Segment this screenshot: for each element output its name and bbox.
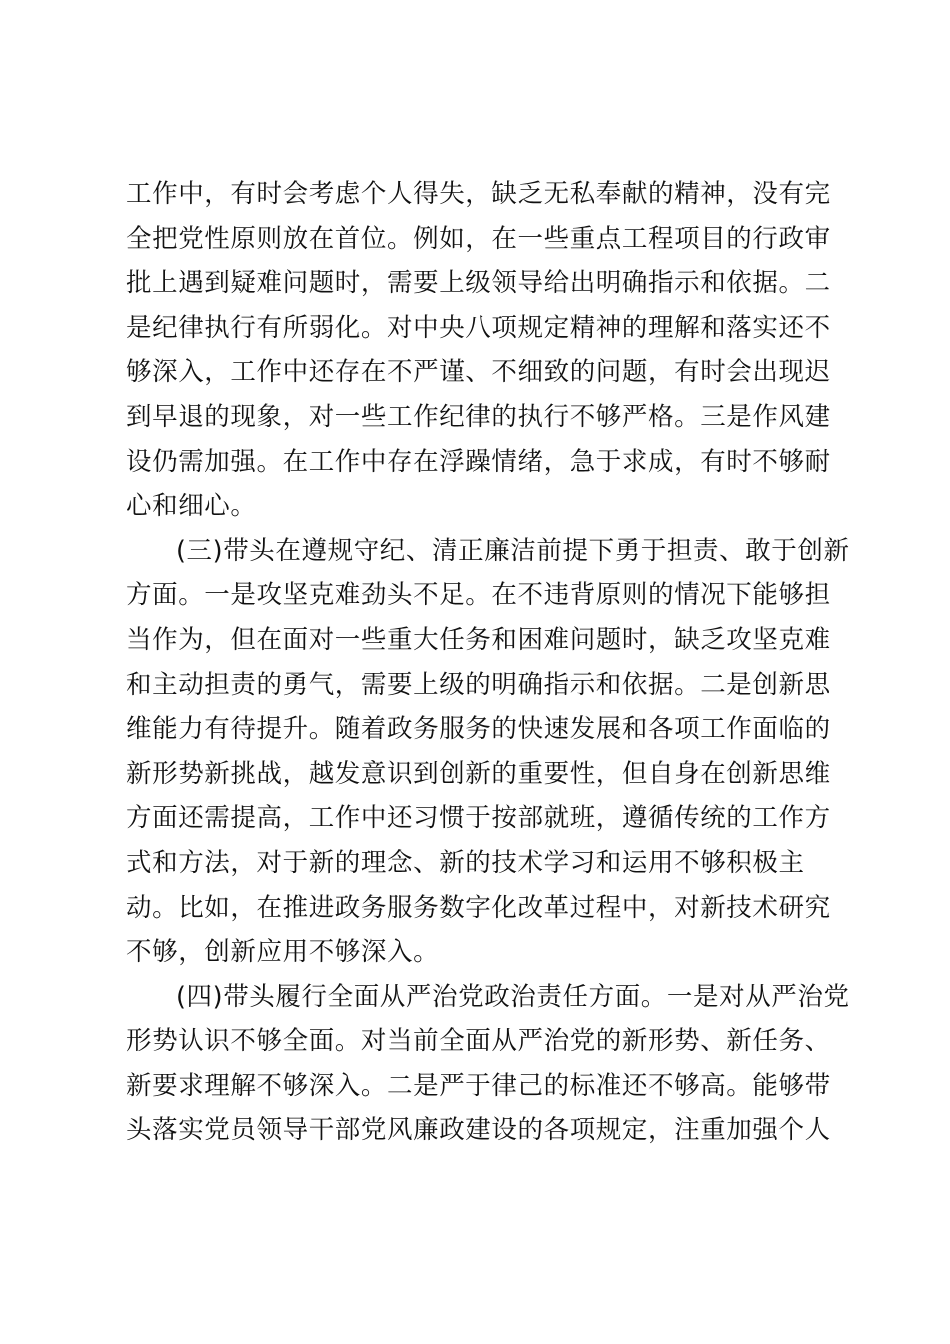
text-line: 形势认识不够全面。对当前全面从严治党的新形势、新任务、 bbox=[126, 1026, 831, 1057]
text-line: 设仍需加强。在工作中存在浮躁情绪，急于求成，有时不够耐 bbox=[126, 446, 831, 477]
text-line: 新要求理解不够深入。二是严于律己的标准还不够高。能够带 bbox=[126, 1070, 831, 1101]
text-line: 心和细心。 bbox=[126, 491, 257, 522]
text-line: 不够，创新应用不够深入。 bbox=[126, 937, 440, 968]
text-line: 够深入，工作中还存在不严谨、不细致的问题，有时会出现迟 bbox=[126, 357, 831, 388]
text-line: 当作为，但在面对一些重大任务和困难问题时，缺乏攻坚克难 bbox=[126, 624, 831, 655]
text-line: 式和方法，对于新的理念、新的技术学习和运用不够积极主 bbox=[126, 847, 805, 878]
text-line: 方面还需提高，工作中还习惯于按部就班，遵循传统的工作方 bbox=[126, 803, 831, 834]
text-line: 和主动担责的勇气，需要上级的明确指示和依据。二是创新思 bbox=[126, 669, 831, 700]
text-line: 头落实党员领导干部党风廉政建设的各项规定，注重加强个人 bbox=[126, 1115, 831, 1146]
text-line: 批上遇到疑难问题时，需要上级领导给出明确指示和依据。二 bbox=[126, 268, 831, 299]
text-line: 动。比如，在推进政务服务数字化改革过程中，对新技术研究 bbox=[126, 892, 831, 923]
text-line: 维能力有待提升。随着政务服务的快速发展和各项工作面临的 bbox=[126, 714, 831, 745]
text-line: 到早退的现象，对一些工作纪律的执行不够严格。三是作风建 bbox=[126, 401, 831, 432]
section-three-heading-line: (三)带头在遵规守纪、清正廉洁前提下勇于担责、敢于创新 bbox=[176, 535, 850, 566]
section-four-heading-line: (四)带头履行全面从严治党政治责任方面。一是对从严治党 bbox=[176, 981, 850, 1012]
text-line: 工作中，有时会考虑个人得失，缺乏无私奉献的精神，没有完 bbox=[126, 179, 831, 209]
text-line: 是纪律执行有所弱化。对中央八项规定精神的理解和落实还不 bbox=[126, 312, 831, 343]
document-body bbox=[126, 172, 850, 1153]
text-line: 新形势新挑战，越发意识到创新的重要性，但自身在创新思维 bbox=[126, 758, 831, 789]
text-line: 全把党性原则放在首位。例如，在一些重点工程项目的行政审 bbox=[126, 223, 831, 254]
text-line: 方面。一是攻坚克难劲头不足。在不违背原则的情况下能够担 bbox=[126, 580, 831, 611]
